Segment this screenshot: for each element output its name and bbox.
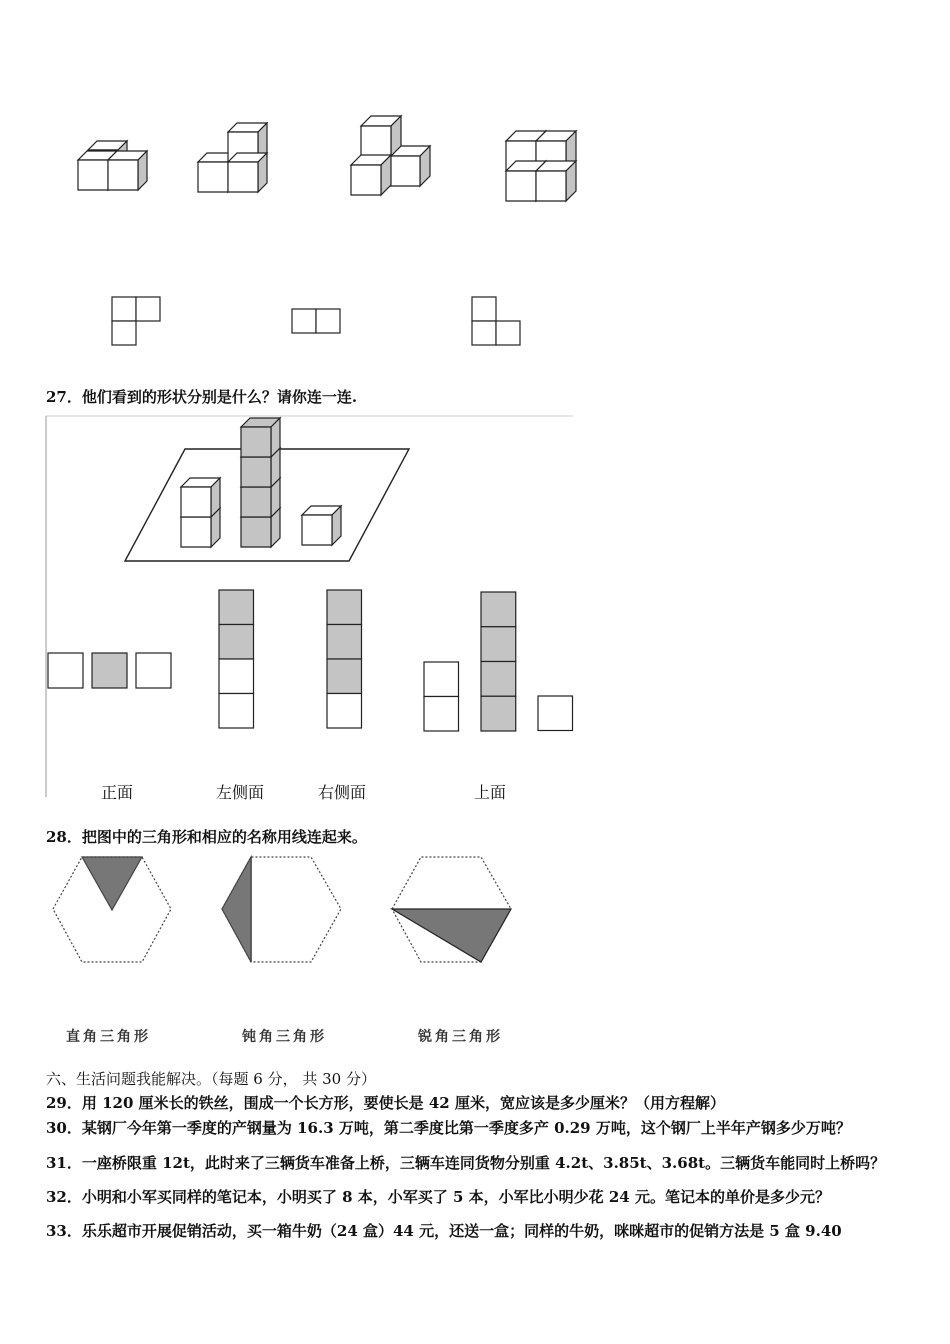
view-label-left: 左侧面	[216, 783, 265, 802]
view-label-front: 正面	[101, 783, 134, 802]
question-29: 29．用 120 厘米长的铁丝，围成一个长方形，要使长是 42 厘米，宽应该是多少厘米？（用方程解）	[46, 1094, 725, 1112]
cube-front	[241, 457, 271, 487]
cube-front	[361, 126, 391, 156]
grid-square	[219, 590, 254, 625]
grid-square	[112, 297, 136, 321]
cube-front	[228, 162, 258, 192]
grid-square	[327, 625, 362, 660]
grid-square	[424, 662, 459, 697]
grid-square	[481, 592, 516, 627]
cube-front	[536, 171, 566, 201]
cube-front	[506, 171, 536, 201]
name-obtuse-triangle: 钝角三角形	[242, 1029, 327, 1045]
question-33: 33．乐乐超市开展促销活动，买一箱牛奶（24 盒）44 元，还送一盒；同样的牛奶，咪咪超市的促销方法是 5 盒 9.40	[46, 1222, 842, 1240]
grid-square	[496, 321, 520, 345]
cube-front	[241, 427, 271, 457]
cube-front	[108, 160, 138, 190]
shaded-triangle	[222, 857, 251, 962]
cube-front	[181, 517, 211, 547]
view-label-right: 右侧面	[318, 783, 367, 802]
cube-front	[241, 517, 271, 547]
grid-square	[538, 696, 573, 731]
question-31: 31．一座桥限重 12t，此时来了三辆货车准备上桥，三辆车连同货物分别重 4.2t、3.85t、3.68t。三辆货车能同时上桥吗？	[46, 1154, 886, 1172]
question-30: 30．某钢厂今年第一季度的产钢量为 16.3 万吨，第二季度比第一季度多产 0.29 万吨，这个钢厂上半年产钢多少万吨？	[46, 1119, 851, 1137]
cube-front	[181, 487, 211, 517]
grid-square	[481, 662, 516, 697]
grid-square	[472, 297, 496, 321]
question-27: 27．他们看到的形状分别是什么？请你连一连.	[46, 388, 358, 406]
grid-square	[112, 321, 136, 345]
grid-square	[136, 297, 160, 321]
name-right-triangle: 直角三角形	[66, 1029, 151, 1045]
grid-square	[481, 696, 516, 731]
cube-front	[78, 160, 108, 190]
cube-front	[198, 162, 228, 192]
grid-square	[316, 309, 340, 333]
grid-square	[424, 697, 459, 732]
grid-square	[472, 321, 496, 345]
grid-square	[219, 625, 254, 660]
grid-square	[327, 590, 362, 625]
section-heading: 六、生活问题我能解决。（每题 6 分， 共 30 分）	[46, 1070, 376, 1088]
cube-front	[241, 487, 271, 517]
view-label-top: 上面	[474, 783, 507, 802]
grid-square	[219, 659, 254, 694]
cube-front	[351, 165, 381, 195]
grid-square	[219, 694, 254, 729]
grid-square	[92, 653, 127, 688]
grid-square	[327, 694, 362, 729]
question-32: 32．小明和小军买同样的笔记本，小明买了 8 本，小军买了 5 本，小军比小明少花 24 元。笔记本的单价是多少元？	[46, 1188, 830, 1206]
grid-square	[136, 653, 171, 688]
grid-square	[481, 627, 516, 662]
grid-square	[327, 659, 362, 694]
grid-square	[48, 653, 83, 688]
question-28: 28．把图中的三角形和相应的名称用线连起来。	[46, 828, 367, 846]
cube-front	[390, 156, 420, 186]
cube-front	[302, 515, 332, 545]
grid-square	[292, 309, 316, 333]
name-acute-triangle: 锐角三角形	[418, 1029, 503, 1045]
